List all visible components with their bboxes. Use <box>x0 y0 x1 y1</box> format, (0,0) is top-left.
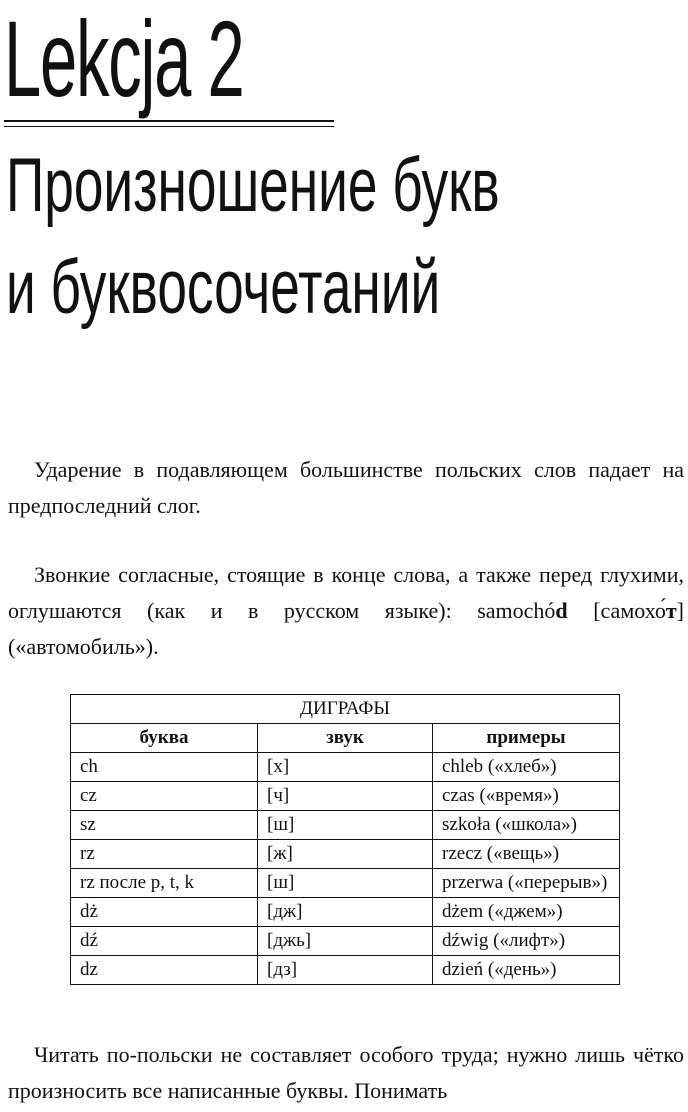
cell-example: chleb («хлеб») <box>433 753 620 782</box>
cell-letter: dż <box>71 898 258 927</box>
paragraph-devoicing <box>8 557 684 665</box>
subtitle-line-1: Произношение букв <box>6 143 500 228</box>
table-row <box>71 840 620 869</box>
cell-letter: rz после p, t, k <box>71 869 258 898</box>
paragraph-reading: Читать по-польски не составляет особого труда; нужно лишь чётко произносить все написанные буквы. Понимать <box>8 1042 684 1103</box>
table-row <box>71 956 620 985</box>
cell-letter: dz <box>71 956 258 985</box>
table-caption: ДИГРАФЫ <box>71 695 620 724</box>
cell-letter: dź <box>71 927 258 956</box>
table-row <box>71 782 620 811</box>
cell-example: dźwig («лифт») <box>433 927 620 956</box>
cell-example: czas («время») <box>433 782 620 811</box>
cell-sound: [джь] <box>258 927 433 956</box>
cell-sound: [ч] <box>258 782 433 811</box>
table-row <box>71 927 620 956</box>
subtitle-line-2: и буквосочетаний <box>6 245 441 330</box>
cell-letter: rz <box>71 840 258 869</box>
cell-example: przerwa («перерыв») <box>433 869 620 898</box>
p2-text: Звонкие согласные, стоящие в конце слова, а также перед глухими, оглушаются (как и в русском языке): samochó <box>8 562 684 623</box>
paragraph-stress: Ударение в подавляющем большинстве польских слов падает на предпоследний слог. <box>8 457 684 518</box>
cell-letter: sz <box>71 811 258 840</box>
p2-transcription: [самохо́ <box>567 598 666 623</box>
title-underline <box>4 120 334 127</box>
cell-sound: [х] <box>258 753 433 782</box>
cell-example: dzień («день») <box>433 956 620 985</box>
cell-example: szkoła («школа») <box>433 811 620 840</box>
p2-end: ] («автомобиль»). <box>8 598 684 659</box>
table-row <box>71 898 620 927</box>
lesson-title: Lekcja 2 <box>4 0 244 119</box>
cell-example: rzecz («вещь») <box>433 840 620 869</box>
cell-sound: [ж] <box>258 840 433 869</box>
cell-sound: [ш] <box>258 811 433 840</box>
table-row <box>71 811 620 840</box>
page-subtitle <box>6 135 500 339</box>
p2-bold-sound: т <box>665 598 677 623</box>
cell-letter: ch <box>71 753 258 782</box>
digraphs-table <box>70 694 620 985</box>
table-row <box>71 869 620 898</box>
table-row <box>71 753 620 782</box>
cell-sound: [дж] <box>258 898 433 927</box>
cell-sound: [дз] <box>258 956 433 985</box>
cell-sound: [ш] <box>258 869 433 898</box>
header-examples: примеры <box>433 724 620 753</box>
cell-letter: cz <box>71 782 258 811</box>
header-letter: буква <box>71 724 258 753</box>
header-sound: звук <box>258 724 433 753</box>
cell-example: dżem («джем») <box>433 898 620 927</box>
p2-bold-letter: d <box>555 598 568 623</box>
